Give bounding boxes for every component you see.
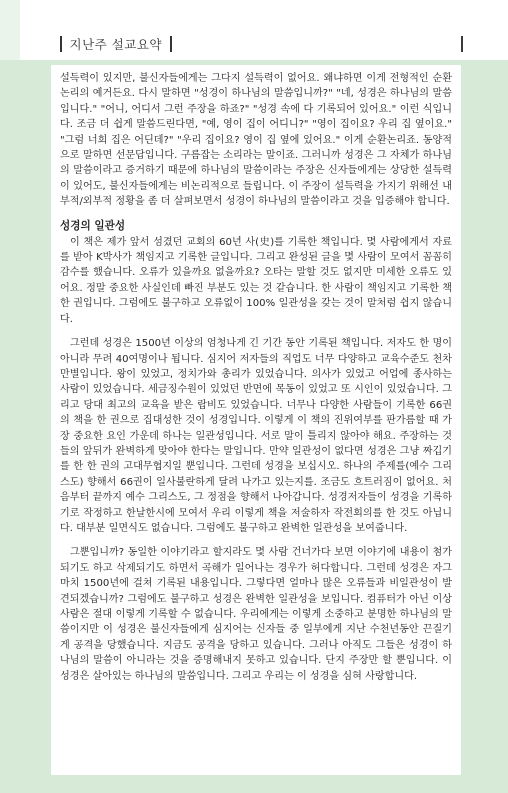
article-body — [60, 71, 452, 693]
body-paragraph-3: 그뿐입니까? 동일한 이야기라고 할지라도 몇 사람 건너가다 보면 이야기에 내용이 첨가되기도 하고 삭제되기도 하면서 곡해가 일어나는 경우가 허다합니다. 그런데 성경은 자그마치 1500년에 걸쳐 기록된 내용입니다. 그렇다면 얼마나 많은 오류들과 비일관성이 발견되겠습니까? 그럼에도 불구하고 성경은 완벽한 일관성을 보입니다. 컴퓨터가 아닌 이상 사람은 절대 이렇게 기록할 수 없습니다. 우리에게는 이렇게 소중하고 분명한 하나님의 말씀이지만 이 성경은 불신자들에게 심지어는 신자들 중 일부에게 지난 수천년동안 끈질기게 공격을 당했습니다. 지금도 공격을 당하고 있습니다. 그러나 아직도 그들은 성경이 하나님의 말씀이 아니라는 것을 증명해내지 못하고 있습니다. 단지 주장만 할 뿐입니다. 이 성경은 살아있는 하나님의 말씀입니다. 그리고 우리는 이 성경을 심혀 사랑합니다. — [60, 547, 452, 682]
section-heading: 성경의 일관성 — [60, 219, 126, 232]
header-title: 지난주 설교요약 — [69, 37, 162, 52]
page-header — [52, 34, 180, 54]
body-paragraph-1: 이 책은 제가 앞서 섬겼던 교회의 60년 사(史)를 기록한 책입니다. 몇 사람에게서 자료를 받아 K박사가 책임지고 기록한 글입니다. 그리고 완성된 글을 몇 사람이 모여서 꼼꼼히 감수를 했습니다. 오류가 있을까요 없을까요? 오타는 말할 것도 없지만 미세한 오류도 있어요. 정말 중요한 사실인데 빠진 부분도 있는 것 같습니다. 한 사람이 책임지고 기록한 책 한 권입니다. 그럼에도 불구하고 오류없이 100% 일관성을 갖는 것이 말처럼 쉽지 않습니다. — [60, 236, 452, 325]
body-paragraph-2: 그런데 성경은 1500년 이상의 엄청나게 긴 기간 동안 기록된 책입니다. 저자도 한 명이 아니라 무려 40여명이나 됩니다. 심지어 저자들의 직업도 너무 다양하고 교육수준도 천차만별입니다. 왕이 있었고, 정치가와 총리가 있었습니다. 의사가 있었고 어업에 종사하는 사람이 있었습니다. 세금징수원이 있었던 반면에 목동이 있었고 또 시인이 있었습니다. 그리고 당대 최고의 교육을 받은 랍비도 있었습니다. 너무나 다양한 사람들이 기록한 66권의 책을 한 권으로 집대성한 것이 성경입니다. 이렇게 이 책의 진위여부를 판가름할 때 가장 중요한 요인 가운데 하나는 일관성입니다. 서로 말이 틀리지 않아야 해요. 주장하는 것들의 앞뒤가 완벽하게 맞아야 한다는 말입니다. 만약 일관성이 없다면 성경은 그냥 짜깁기를 한 한 권의 고대무협지일 뿐입니다. 그런데 성경을 보십시오. 하나의 주제를(예수 그리스도) 향해서 66권이 일사불란하게 달려 나가고 있는지를. 조금도 흐트러짐이 없어요. 처음부터 끝까지 예수 그리스도, 그 정점을 향해서 나아갑니다. 성경저자들이 성경을 기록하기로 작정하고 한날한시에 모여서 우리 이렇게 책을 저술하자 작전회의를 한 것도 아닙니다. 대부분 일면식도 없습니다. 그럼에도 불구하고 완벽한 일관성을 보여줍니다. — [60, 338, 452, 534]
header-right-rule — [461, 36, 463, 52]
header-divider-right — [170, 36, 172, 52]
intro-paragraph: 설득력이 있지만, 불신자들에게는 그다지 설득력이 없어요. 왜냐하면 이게 전형적인 순환논리의 예거든요. 다시 말하면 "성경이 하나님의 말씀입니까?" "네, 성경은 하나님의 말씀입니다." "어니, 어디서 그런 주장을 하죠?" "성경 속에 다 기록되어 있어요." 이런 식입니다. 조금 더 쉽게 말씀드린다면, "예, 영이 집이 어디니?" "영이 집이요? 우리 집 옆이요." "그럼 너희 집은 어딘데?" "우리 집이요? 영이 집 옆에 있어요." 이게 순환논리죠. 동양적으로 말하면 선문답입니다. 구름잡는 소리라는 말이죠. 그러니까 성경은 그 자체가 하나님의 말씀이라고 증거하기 때문에 하나님의 말씀이라는 주장은 신자들에게는 상당한 설득력이 있어도, 불신자들에게는 비논리적으로 들립니다. 이 주장이 설득력을 가지기 위해선 내부적/외부적 정황을 좀 더 살펴보면서 성경이 하나님의 말씀이라고 것을 입증해야 합니다. — [60, 73, 452, 208]
article-page — [51, 65, 461, 775]
header-divider-left — [60, 36, 62, 52]
